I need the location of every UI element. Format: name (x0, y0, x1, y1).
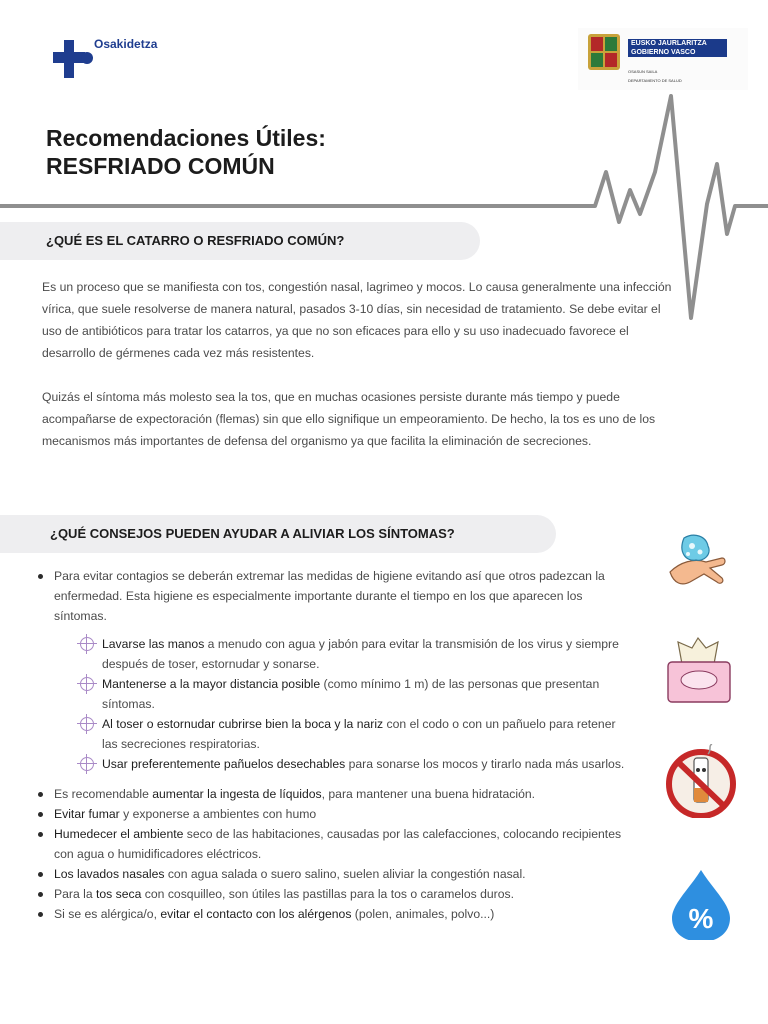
gov-line-2: GOBIERNO VASCO (628, 48, 727, 57)
title-line-1: Recomendaciones Útiles: (46, 125, 326, 151)
tissue-box-icon (662, 636, 736, 710)
crosshair-bullet-icon (80, 717, 94, 731)
hygiene-subitem: Usar preferentemente pañuelos desechables para sonarse los mocos y tirarlo nada más usarlos. (78, 754, 632, 774)
advice-item: Humedecer el ambiente seco de las habitaciones, causadas por las calefacciones, colocando recipientes con agua o humidificadores eléctricos. (36, 824, 632, 864)
osakidetza-label: Osakidetza (94, 37, 158, 51)
advice-list (36, 566, 632, 924)
section2-heading: ¿QUÉ CONSEJOS PUEDEN AYUDAR A ALIVIAR LOS SÍNTOMAS? (50, 526, 455, 541)
humidity-percent-symbol: % (688, 903, 714, 934)
section1-paragraph-1: Es un proceso que se manifiesta con tos, congestión nasal, lagrimeo y mocos. Lo causa generalmente una infección vírica, que suele resolverse de manera natural, pasados 3-10 días, sin necesidad de tratamiento. Se debe evitar el uso de antibióticos para tratar los catarros, ya que no son eficaces para ello y su uso inadecuado favorece el desarrollo de gérmenes cada vez más resistentes. (42, 280, 672, 360)
hygiene-sublist (78, 634, 632, 774)
title-line-2: RESFRIADO COMÚN (46, 153, 275, 179)
gov-line-1: EUSKO JAURLARITZA (628, 39, 727, 48)
hygiene-subitem: Al toser o estornudar cubrirse bien la boca y la nariz con el codo o con un pañuelo para retener las secreciones respiratorias. (78, 714, 632, 754)
advice-item: Si se es alérgica/o, evitar el contacto con los alérgenos (polen, animales, polvo...) (36, 904, 632, 924)
advice-item: Es recomendable aumentar la ingesta de líquidos, para mantener una buena hidratación. (36, 784, 632, 804)
gov-sub-1: OSASUN SAILA (628, 69, 658, 74)
page-title (46, 124, 326, 180)
crosshair-bullet-icon (80, 637, 94, 651)
advice-item: Para la tos seca con cosquilleo, son útiles las pastillas para la tos o caramelos duros. (36, 884, 632, 904)
advice-item: Los lavados nasales con agua salada o suero salino, suelen aliviar la congestión nasal. (36, 864, 632, 884)
crosshair-bullet-icon (80, 677, 94, 691)
advice-intro-item: Para evitar contagios se deberán extremar las medidas de higiene evitando así que otros padezcan la enfermedad. Esta higiene es especialmente importante durante el tiempo en los que aparecen los síntomas. (36, 566, 632, 626)
no-smoking-icon (664, 744, 738, 818)
humidity-drop-icon (664, 866, 738, 940)
hand-washing-icon (660, 528, 734, 602)
section1-heading: ¿QUÉ ES EL CATARRO O RESFRIADO COMÚN? (46, 233, 345, 248)
coat-of-arms-icon (584, 32, 624, 72)
gov-sub-2: DEPARTAMENTO DE SALUD (628, 78, 682, 83)
gobierno-vasco-logo (578, 28, 748, 90)
section1-paragraph-2: Quizás el síntoma más molesto sea la tos, que en muchas ocasiones persiste durante más tiempo y puede acompañarse de expectoración (flemas) sin que ello signifique un empeoramiento. De hecho, la tos es uno de los mecanismos más importantes de defensa del organismo ya que facilita la eliminación de secreciones. (42, 390, 656, 448)
advice-item: Evitar fumar y exponerse a ambientes con humo (36, 804, 632, 824)
hygiene-subitem: Mantenerse a la mayor distancia posible (como mínimo 1 m) de las personas que presentan síntomas. (78, 674, 632, 714)
hygiene-subitem: Lavarse las manos a menudo con agua y jabón para evitar la transmisión de los virus y siempre después de toser, estornudar y sonarse. (78, 634, 632, 674)
crosshair-bullet-icon (80, 757, 94, 771)
